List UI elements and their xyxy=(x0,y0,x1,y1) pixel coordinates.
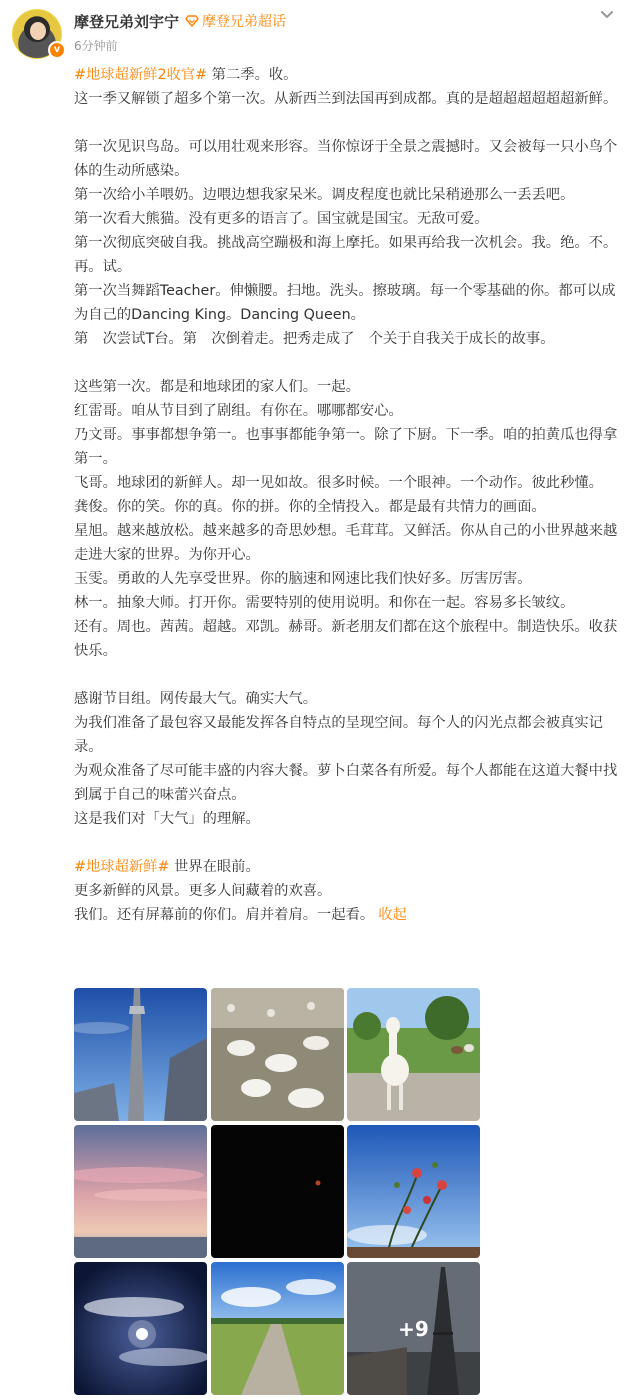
paragraph-gap xyxy=(74,663,618,687)
post-line: 第一次见识鸟岛。可以用壮观来形容。当你惊讶于全景之震撼时。又会被每一只小鸟个体的生动所感染。 xyxy=(74,139,618,179)
avatar-face xyxy=(30,22,46,40)
hashtag-link[interactable]: #地球超新鲜2收官# xyxy=(74,67,208,83)
super-topic-diamond-icon xyxy=(185,14,199,28)
verified-badge-icon: v xyxy=(48,41,66,59)
post-line: 第一次彻底突破自我。挑战高空蹦极和海上摩托。如果再给我一次机会。我。绝。不。再。试。 xyxy=(74,235,618,275)
chevron-down-icon[interactable] xyxy=(598,6,616,24)
post-line xyxy=(74,855,618,879)
post-line: 第一次当舞蹈Teacher。伸懒腰。扫地。洗头。擦玻璃。每一个零基础的你。都可以成为自己的Dancing King。Dancing Queen。 xyxy=(74,283,616,323)
post-line: 林一。抽象大师。打开你。需要特别的使用说明。和你在一起。容易多长皱纹。 xyxy=(74,595,575,611)
post-text: 我们。还有屏幕前的你们。肩并着肩。一起看。 xyxy=(74,907,375,923)
photo-roses[interactable] xyxy=(347,1125,480,1258)
hashtag-link[interactable]: #地球超新鲜# xyxy=(74,859,170,875)
post-line: 为观众准备了尽可能丰盛的内容大餐。萝卜白菜各有所爱。每个人都能在这道大餐中找到属于自己的味蕾兴奋点。 xyxy=(74,763,618,803)
post-timestamp: 6分钟前 xyxy=(74,39,118,53)
post-line: 第 次尝试T台。第 次倒着走。把秀走成了 个关于自我关于成长的故事。 xyxy=(74,331,555,347)
post-line: 第一次看大熊猫。没有更多的语言了。国宝就是国宝。无敌可爱。 xyxy=(74,211,489,227)
photo-night-moon[interactable] xyxy=(211,1125,344,1258)
collapse-link[interactable]: 收起 xyxy=(378,907,407,923)
post-line: 第一次给小羊喂奶。边喂边想我家呆米。调皮程度也就比呆稍逊那么一丢丢吧。 xyxy=(74,187,575,203)
post-line: 星旭。越来越放松。越来越多的奇思妙想。毛茸茸。又鲜活。你从自己的小世界越来越走进大家的世界。为你开心。 xyxy=(74,523,618,563)
post-line: 为我们准备了最包容又最能发挥各自特点的呈现空间。每个人的闪光点都会被真实记录。 xyxy=(74,715,603,755)
post-line: 感谢节目组。网传最大气。确实大气。 xyxy=(74,691,318,707)
post-text: 第二季。收。 xyxy=(207,67,298,83)
post-line xyxy=(74,63,618,87)
more-images-count: +9 xyxy=(347,1262,480,1395)
super-topic-link[interactable] xyxy=(185,11,286,31)
post-line: 这是我们对「大气」的理解。 xyxy=(74,811,260,827)
post-content xyxy=(74,63,618,927)
super-topic-label: 摩登兄弟超话 xyxy=(202,14,286,30)
post-text: 世界在眼前。 xyxy=(169,859,260,875)
image-grid xyxy=(74,988,480,1396)
post-line: 红雷哥。咱从节目到了剧组。有你在。哪哪都安心。 xyxy=(74,403,403,419)
paragraph-gap xyxy=(74,831,618,855)
photo-sunset[interactable] xyxy=(74,1125,207,1258)
post-line: 玉雯。勇敢的人先享受世界。你的脑速和网速比我们快好多。厉害厉害。 xyxy=(74,571,532,587)
post-line: 飞哥。地球团的新鲜人。却一见如故。很多时候。一个眼神。一个动作。彼此秒懂。 xyxy=(74,475,603,491)
username[interactable]: 摩登兄弟刘宇宁 xyxy=(74,13,180,31)
photo-tower[interactable] xyxy=(74,988,207,1121)
photo-eiffel-more[interactable] xyxy=(347,1262,480,1395)
paragraph-gap xyxy=(74,351,618,375)
post-line: 龚俊。你的笑。你的真。你的拼。你的全情投入。都是最有共情力的画面。 xyxy=(74,499,546,515)
paragraph-gap xyxy=(74,111,618,135)
photo-moon-clouds[interactable] xyxy=(74,1262,207,1395)
post-line: 乃文哥。事事都想争第一。也事事都能争第一。除了下厨。下一季。咱的拍黄瓜也得拿第一。 xyxy=(74,427,618,467)
post-line xyxy=(74,903,618,927)
photo-gannets[interactable] xyxy=(211,988,344,1121)
post-line: 这些第一次。都是和地球团的家人们。一起。 xyxy=(74,379,360,395)
photo-alpaca[interactable] xyxy=(347,988,480,1121)
post-line: 更多新鲜的风景。更多人间藏着的欢喜。 xyxy=(74,883,332,899)
photo-path-field[interactable] xyxy=(211,1262,344,1395)
post-line: 还有。周也。茜茜。超越。邓凯。赫哥。新老朋友们都在这个旅程中。制造快乐。收获快乐。 xyxy=(74,619,618,659)
post-line: 这一季又解锁了超多个第一次。从新西兰到法国再到成都。真的是超超超超超超新鲜。 xyxy=(74,91,618,107)
